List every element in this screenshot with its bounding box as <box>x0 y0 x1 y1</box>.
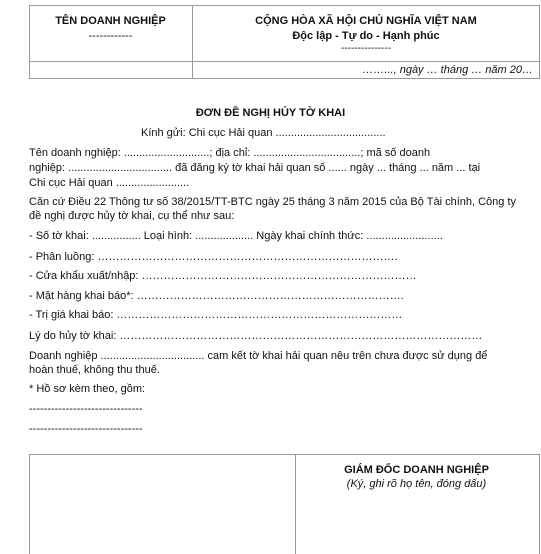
country-heading: CỘNG HÒA XÃ HỘI CHỦ NGHĨA VIỆT NAM <box>255 15 477 27</box>
cancellation-reason: Lý do hủy tờ khai: ……………………………………………………………………………………… <box>29 330 483 342</box>
form-title: ĐƠN ĐỀ NGHỊ HỦY TỜ KHAI <box>195 107 346 119</box>
date-line: ……..., ngày … tháng … năm 20… <box>362 64 533 76</box>
legal-basis-line-1: Căn cứ Điều 22 Thông tư số 38/2015/TT-BTC ngày 25 tháng 3 năm 2015 của Bộ Tài chính, Công ty <box>29 196 517 208</box>
motto-dashes: --------------- <box>341 43 391 54</box>
item-border-gate: - Cửa khẩu xuất/nhập: ………………………………………………………………… <box>29 270 417 282</box>
motto-heading: Độc lập - Tự do - Hạnh phúc <box>292 30 440 42</box>
item-channel: - Phân luồng: ………………………………………………………………………. <box>29 251 398 263</box>
director-title: GIÁM ĐỐC DOANH NGHIỆP <box>344 464 489 476</box>
signature-note: (Ký, ghi rõ họ tên, đóng dấu) <box>346 478 487 490</box>
company-info-line-3: Chi cục Hải quan ........................ <box>29 177 190 189</box>
commitment-line-2: hoàn thuế, không thu thuế. <box>29 364 160 376</box>
item-declared-goods: - Mặt hàng khai báo*: ………………………………………………………………. <box>29 290 404 302</box>
item-declaration-number: - Số tờ khai: ................ Loại hình: ................... Ngày khai chính thức: ......................... <box>29 230 443 242</box>
company-name-heading: TÊN DOANH NGHIỆP <box>55 15 166 27</box>
attachments-heading: * Hồ sơ kèm theo, gồm: <box>29 383 146 395</box>
attachment-line-2: ------------------------------- <box>29 423 143 435</box>
commitment-line-1: Doanh nghiệp .................................. cam kết tờ khai hải quan nêu trên chưa được sử dụng để <box>29 350 488 362</box>
attachment-line-1: ------------------------------- <box>29 403 143 415</box>
item-declared-value: - Trị giá khai báo: …………………………………………………………………… <box>29 309 403 321</box>
company-info-line-2: nghiệp: .................................. đã đăng ký tờ khai hải quan số ...... ngày ... tháng ... năm ... tại <box>29 162 481 174</box>
company-info-line-1: Tên doanh nghiệp: ............................; địa chỉ: ...................................; mã số doanh <box>29 147 431 159</box>
company-dashes: ------------ <box>88 30 133 42</box>
recipient-line: Kính gửi: Chi cục Hải quan .................................... <box>141 127 386 139</box>
legal-basis-line-2: đề nghị được hủy tờ khai, cụ thể như sau: <box>29 210 235 222</box>
